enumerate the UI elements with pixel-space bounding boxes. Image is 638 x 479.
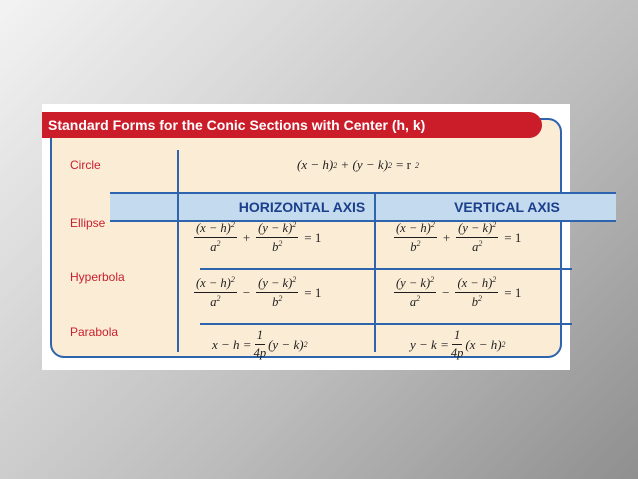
parabola-vertical-equation: y − k = $\frac{1}{4p}$ (x − h) 2: [410, 328, 506, 360]
table-title: Standard Forms for the Conic Sections with Center (h, k): [42, 112, 542, 138]
row-divider-2: [200, 323, 572, 325]
row-label-parabola: Parabola: [70, 325, 119, 339]
parabola-horizontal-equation: x − h = $\frac{1}{4p}$ (y − k) 2: [212, 328, 308, 360]
hyperbola-horizontal-equation: $\frac{(x - h)^2}{a^2}$ − $\frac{(y - k)^2}{b^2}$ = 1: [196, 275, 322, 310]
slide-card: [42, 104, 570, 370]
circle-equation: (x − h) 2 + (y − k) 2 = r 2: [297, 157, 419, 172]
ellipse-vertical-equation: $\frac{(x - h)^2}{b^2}$ + $\frac{(y - k)^2}{a^2}$ = 1: [396, 220, 522, 255]
hyperbola-vertical-equation: $\frac{(y - k)^2}{a^2}$ − $\frac{(x - h)^2}{b^2}$ = 1: [396, 275, 522, 310]
column-divider-left: [177, 150, 179, 352]
header-vertical-axis: VERTICAL AXIS: [454, 199, 560, 215]
ellipse-horizontal-equation: $\frac{(x - h)^2}{a^2}$ + $\frac{(y - k)^2}{b^2}$ = 1: [196, 220, 322, 255]
row-divider-1: [200, 268, 572, 270]
row-label-circle: Circle: [70, 158, 101, 172]
row-label-ellipse: Ellipse: [70, 216, 106, 230]
conic-table: [50, 118, 562, 358]
column-divider-right: [374, 192, 376, 352]
header-horizontal-axis: HORIZONTAL AXIS: [238, 199, 366, 215]
row-label-hyperbola: Hyperbola: [70, 270, 125, 284]
